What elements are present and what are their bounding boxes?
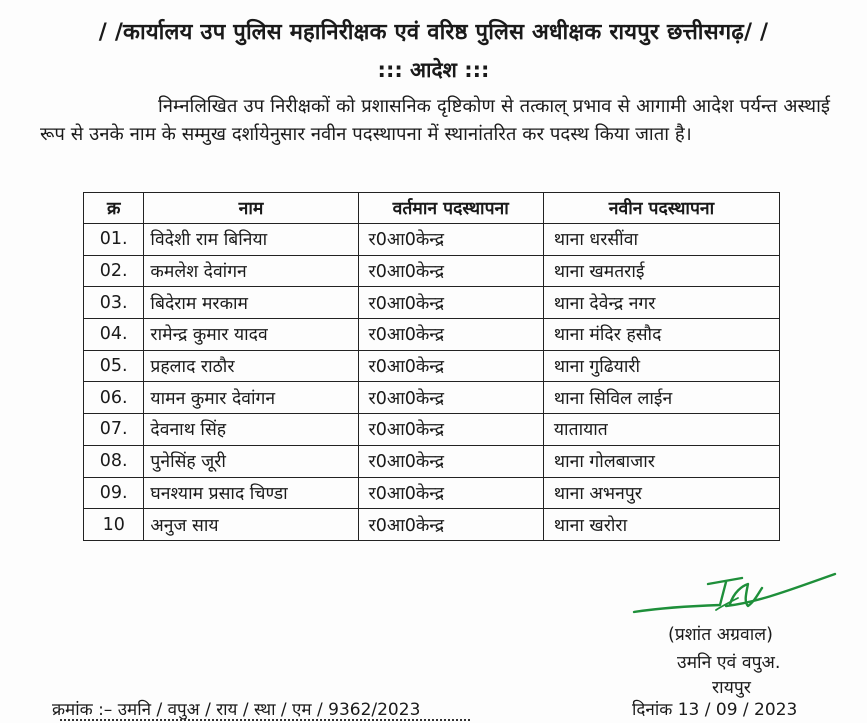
order-date: दिनांक 13 / 09 / 2023 xyxy=(632,700,798,720)
row-name: कमलेश देवांगन xyxy=(144,255,358,287)
table-header-row xyxy=(84,193,780,224)
posting-table xyxy=(83,192,780,541)
row-current-posting: र0आ0केन्द्र xyxy=(358,445,543,477)
table-row xyxy=(84,509,780,541)
row-sno: 03. xyxy=(84,287,144,319)
row-new-posting: थाना धरसींवा xyxy=(543,224,779,256)
table-row xyxy=(84,287,780,319)
office-title: / /कार्यालय उप पुलिस महानिरीक्षक एवं वरिष्ठ पुलिस अधीक्षक रायपुर छत्तीसगढ़/ / xyxy=(98,20,769,45)
table-row xyxy=(84,414,780,446)
row-current-posting: र0आ0केन्द्र xyxy=(358,287,543,319)
table-row xyxy=(84,319,780,351)
row-sno: 10 xyxy=(84,509,144,541)
intro-paragraph: निम्नलिखित उप निरीक्षकों को प्रशासनिक दृष्टिकोण से तत्काल् प्रभाव से आगामी आदेश पर्यन्त अस्थाई रूप से उनके नाम के सम्मुख दर्शायेनुसार नवीन पदस्थापना में स्थानांतरित कर पदस्थ किया जाता है। xyxy=(40,96,830,145)
signature-stroke xyxy=(634,574,835,612)
row-new-posting: थाना अभनपुर xyxy=(543,477,779,509)
signatory-place: रायपुर xyxy=(712,678,751,698)
row-name: यामन कुमार देवांगन xyxy=(144,382,358,414)
row-name: पुनेसिंह जूरी xyxy=(144,445,358,477)
row-new-posting: थाना गोलबाजार xyxy=(543,445,779,477)
signatory-designation: उमनि एवं वपुअ. xyxy=(677,653,781,673)
row-sno: 01. xyxy=(84,224,144,256)
table-row xyxy=(84,445,780,477)
reference-number: क्रमांक :– उमनि / वपुअ / राय / स्था / एम / 9362/2023 xyxy=(52,700,421,720)
row-name: घनश्याम प्रसाद चिण्डा xyxy=(144,477,358,509)
cropped-text-line xyxy=(60,719,470,725)
row-name: प्रहलाद राठौर xyxy=(144,350,358,382)
row-current-posting: र0आ0केन्द्र xyxy=(358,319,543,351)
row-sno: 04. xyxy=(84,319,144,351)
row-new-posting: थाना सिविल लाईन xyxy=(543,382,779,414)
row-sno: 07. xyxy=(84,414,144,446)
signatory-name: (प्रशांत अग्रवाल) xyxy=(668,625,773,645)
header-current-posting: वर्तमान पदस्थापना xyxy=(358,193,543,224)
row-sno: 02. xyxy=(84,255,144,287)
table-row xyxy=(84,224,780,256)
row-sno: 05. xyxy=(84,350,144,382)
table-row xyxy=(84,382,780,414)
header-sno: क्र xyxy=(84,193,144,224)
table-row xyxy=(84,477,780,509)
row-new-posting: थाना खरोरा xyxy=(543,509,779,541)
table-row xyxy=(84,350,780,382)
row-current-posting: र0आ0केन्द्र xyxy=(358,509,543,541)
row-sno: 06. xyxy=(84,382,144,414)
row-name: अनुज साय xyxy=(144,509,358,541)
row-name: बिदेराम मरकाम xyxy=(144,287,358,319)
table-row xyxy=(84,255,780,287)
row-new-posting: यातायात xyxy=(543,414,779,446)
row-new-posting: थाना गुढियारी xyxy=(543,350,779,382)
row-sno: 09. xyxy=(84,477,144,509)
row-current-posting: र0आ0केन्द्र xyxy=(358,350,543,382)
row-current-posting: र0आ0केन्द्र xyxy=(358,255,543,287)
row-new-posting: थाना मंदिर हसौद xyxy=(543,319,779,351)
row-current-posting: र0आ0केन्द्र xyxy=(358,477,543,509)
row-name: रामेन्द्र कुमार यादव xyxy=(144,319,358,351)
row-current-posting: र0आ0केन्द्र xyxy=(358,414,543,446)
row-sno: 08. xyxy=(84,445,144,477)
row-new-posting: थाना खमतराई xyxy=(543,255,779,287)
row-name: देवनाथ सिंह xyxy=(144,414,358,446)
order-heading: ::: आदेश ::: xyxy=(377,58,490,82)
row-name: विदेशी राम बिनिया xyxy=(144,224,358,256)
row-current-posting: र0आ0केन्द्र xyxy=(358,224,543,256)
row-current-posting: र0आ0केन्द्र xyxy=(358,382,543,414)
row-new-posting: थाना देवेन्द्र नगर xyxy=(543,287,779,319)
header-new-posting: नवीन पदस्थापना xyxy=(543,193,779,224)
header-name: नाम xyxy=(144,193,358,224)
